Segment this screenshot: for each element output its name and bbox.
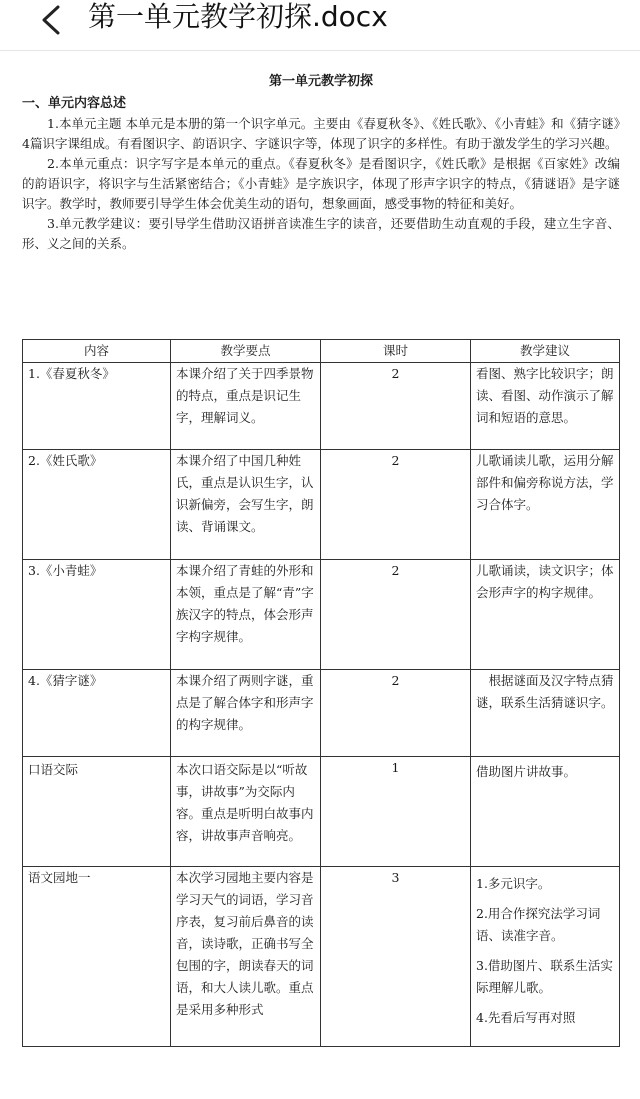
row-advice: 借助图片讲故事。 <box>471 757 620 867</box>
lesson-table <box>22 339 620 1047</box>
row-points: 本课介绍了关于四季景物的特点，重点是识记生字，理解词义。 <box>171 363 321 450</box>
table-header-row <box>23 340 620 363</box>
row-hours: 2 <box>321 670 471 757</box>
document-filename: 第一单元教学初探.docx <box>88 0 388 33</box>
top-bar <box>0 0 640 51</box>
row-hours: 2 <box>321 560 471 670</box>
table-row <box>23 363 620 450</box>
table-row <box>23 560 620 670</box>
row-hours: 3 <box>321 867 471 1047</box>
row-points: 本次口语交际是以“听故事，讲故事”为交际内容。重点是听明白故事内容，讲故事声音响亮。 <box>171 757 321 867</box>
advice-item: 3.借助图片、联系生活实际理解儿歌。 <box>476 958 613 995</box>
paragraph-1: 1.本单元主题 本单元是本册的第一个识字单元。主要由《春夏秋冬》、《姓氏歌》、《小青蛙》和《猜字谜》4篇识字课组成。有看图识字、韵语识字、字谜识字等，体现了识字的多样性。有助于激发学生的学习兴趣。 <box>22 116 620 151</box>
section-heading: 一、单元内容总述 <box>22 96 127 111</box>
row-points: 本课介绍了中国几种姓氏，重点是认识生字，认识新偏旁，会写生字，朗读、背诵课文。 <box>171 450 321 560</box>
header-points: 教学要点 <box>171 340 321 363</box>
row-points: 本课介绍了青蛙的外形和本领，重点是了解“青”字族汉字的特点，体会形声字构字规律。 <box>171 560 321 670</box>
header-advice: 教学建议 <box>471 340 620 363</box>
advice-item: 1.多元识字。 <box>476 876 551 891</box>
row-hours: 1 <box>321 757 471 867</box>
table-row <box>23 670 620 757</box>
row-content: 语文园地一 <box>23 867 171 1047</box>
row-advice: 看图、熟字比较识字；朗读、看图、动作演示了解词和短语的意思。 <box>471 363 620 450</box>
row-hours: 2 <box>321 363 471 450</box>
advice-item: 4.先看后写再对照 <box>476 1010 576 1025</box>
row-hours: 2 <box>321 450 471 560</box>
table-row <box>23 867 620 1047</box>
document-page <box>22 72 620 254</box>
row-content: 3.《小青蛙》 <box>23 560 171 670</box>
row-content: 4.《猜字谜》 <box>23 670 171 757</box>
row-content: 口语交际 <box>23 757 171 867</box>
table-row <box>23 757 620 867</box>
document-title: 第一单元教学初探 <box>268 74 373 89</box>
row-advice-list <box>471 867 620 1047</box>
row-points: 本次学习园地主要内容是学习天气的词语，学习音序表，复习前后鼻音的读音，读诗歌，正确书写全包围的字，朗读春天的词语，和大人读儿歌。重点是采用多种形式 <box>171 867 321 1047</box>
row-content: 1.《春夏秋冬》 <box>23 363 171 450</box>
table-row <box>23 450 620 560</box>
advice-item: 2.用合作探究法学习词语、读准字音。 <box>476 906 601 943</box>
header-hours: 课时 <box>321 340 471 363</box>
paragraph-2: 2.本单元重点：识字写字是本单元的重点。《春夏秋冬》是看图识字，《姓氏歌》是根据《百家姓》改编的韵语识字，将识字与生活紧密结合；《小青蛙》是字族识字，体现了形声字识字的特点，《猜谜语》是字谜识字。教学时，教师要引导学生体会优美生动的语句，想象画面，感受事物的特征和美好。 <box>22 156 620 211</box>
paragraph-3: 3.单元教学建议：要引导学生借助汉语拼音读准生字的读音，还要借助生动直观的手段，建立生字音、形、义之间的关系。 <box>22 216 620 251</box>
row-content: 2.《姓氏歌》 <box>23 450 171 560</box>
chevron-left-icon <box>36 2 76 38</box>
back-button[interactable] <box>36 2 76 38</box>
row-advice: 儿歌诵读儿歌，运用分解部件和偏旁称说方法，学习合体字。 <box>471 450 620 560</box>
row-points: 本课介绍了两则字谜，重点是了解合体字和形声字的构字规律。 <box>171 670 321 757</box>
header-content: 内容 <box>23 340 171 363</box>
row-advice: 儿歌诵读，读文识字；体会形声字的构字规律。 <box>471 560 620 670</box>
row-advice: 根据谜面及汉字特点猜谜，联系生活猜谜识字。 <box>471 670 620 757</box>
